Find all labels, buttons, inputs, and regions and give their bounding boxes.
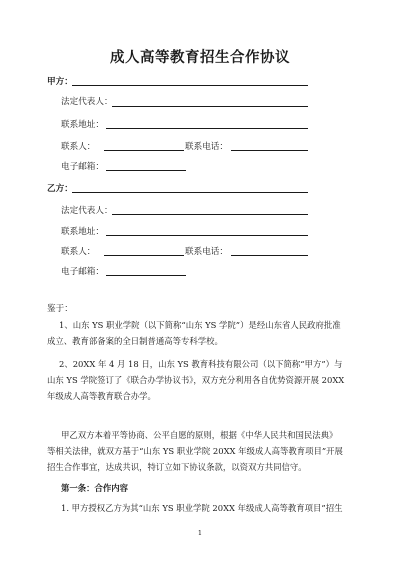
party-b-email-line — [106, 275, 186, 276]
party-a-contact-line — [104, 150, 184, 151]
party-a-label: 甲方： — [47, 77, 73, 87]
party-b-contact-line — [104, 255, 184, 256]
party-b-legal-rep-label: 法定代表人： — [61, 206, 113, 216]
party-b-phone-label: 联系电话： — [185, 247, 228, 257]
article-1-heading: 第一条：合作内容 — [61, 483, 128, 493]
party-a-address-line — [106, 128, 308, 129]
party-a-address-label: 联系地址： — [61, 120, 104, 130]
party-b-contact-label: 联系人： — [61, 247, 96, 257]
recital-2-line-3: 年级成人高等教育联合办学。 — [47, 391, 156, 401]
party-a-phone-line — [231, 150, 308, 151]
party-a-email-line — [106, 170, 186, 171]
article-1-line-1: 1. 甲方授权乙方为其“山东 YS 职业学院 20XX 年级成人高等教育项目”招生 — [61, 503, 343, 513]
whereas-heading: 鉴于： — [47, 304, 73, 314]
party-b-address-line — [106, 235, 308, 236]
preamble-line-2: 等相关法律，就双方基于“山东 YS 职业学院 20XX 年级成人高等教育项目”开展 — [47, 446, 343, 456]
party-a-phone-label: 联系电话： — [185, 142, 228, 152]
document-title: 成人高等教育招生合作协议 — [110, 50, 290, 66]
recital-1-line-1: 1、山东 YS 职业学院（以下简称“山东 YS 学院”）是经山东省人民政府批准 — [59, 320, 341, 330]
party-a-field-line — [72, 85, 308, 86]
party-a-contact-label: 联系人： — [61, 142, 96, 152]
party-b-address-label: 联系地址： — [61, 227, 104, 237]
preamble-line-3: 招生合作事宜，达成共识，特订立如下协议条款，以资双方共同信守。 — [47, 462, 307, 472]
party-a-email-label: 电子邮箱： — [61, 162, 104, 172]
party-b-phone-line — [231, 255, 308, 256]
recital-1-line-2: 成立、教育部备案的全日制普通高等专科学校。 — [47, 336, 223, 346]
page-number: 1 — [197, 529, 203, 537]
recital-2-line-2: 山东 YS 学院签订了《联合办学协议书》，双方充分利用各自优势资源开展 20XX — [47, 375, 345, 385]
party-b-legal-rep-line — [112, 214, 308, 215]
party-b-label: 乙方： — [47, 184, 73, 194]
party-a-legal-rep-line — [112, 106, 308, 107]
party-b-field-line — [72, 192, 308, 193]
party-a-legal-rep-label: 法定代表人： — [61, 97, 113, 107]
recital-2-line-1: 2、20XX 年 4 月 18 日，山东 YS 教育科技有限公司（以下简称“甲方”）与 — [59, 359, 343, 369]
party-b-email-label: 电子邮箱： — [61, 267, 104, 277]
preamble-line-1: 甲乙双方本着平等协商、公平自愿的原则，根据《中华人民共和国民法典》 — [61, 430, 338, 440]
